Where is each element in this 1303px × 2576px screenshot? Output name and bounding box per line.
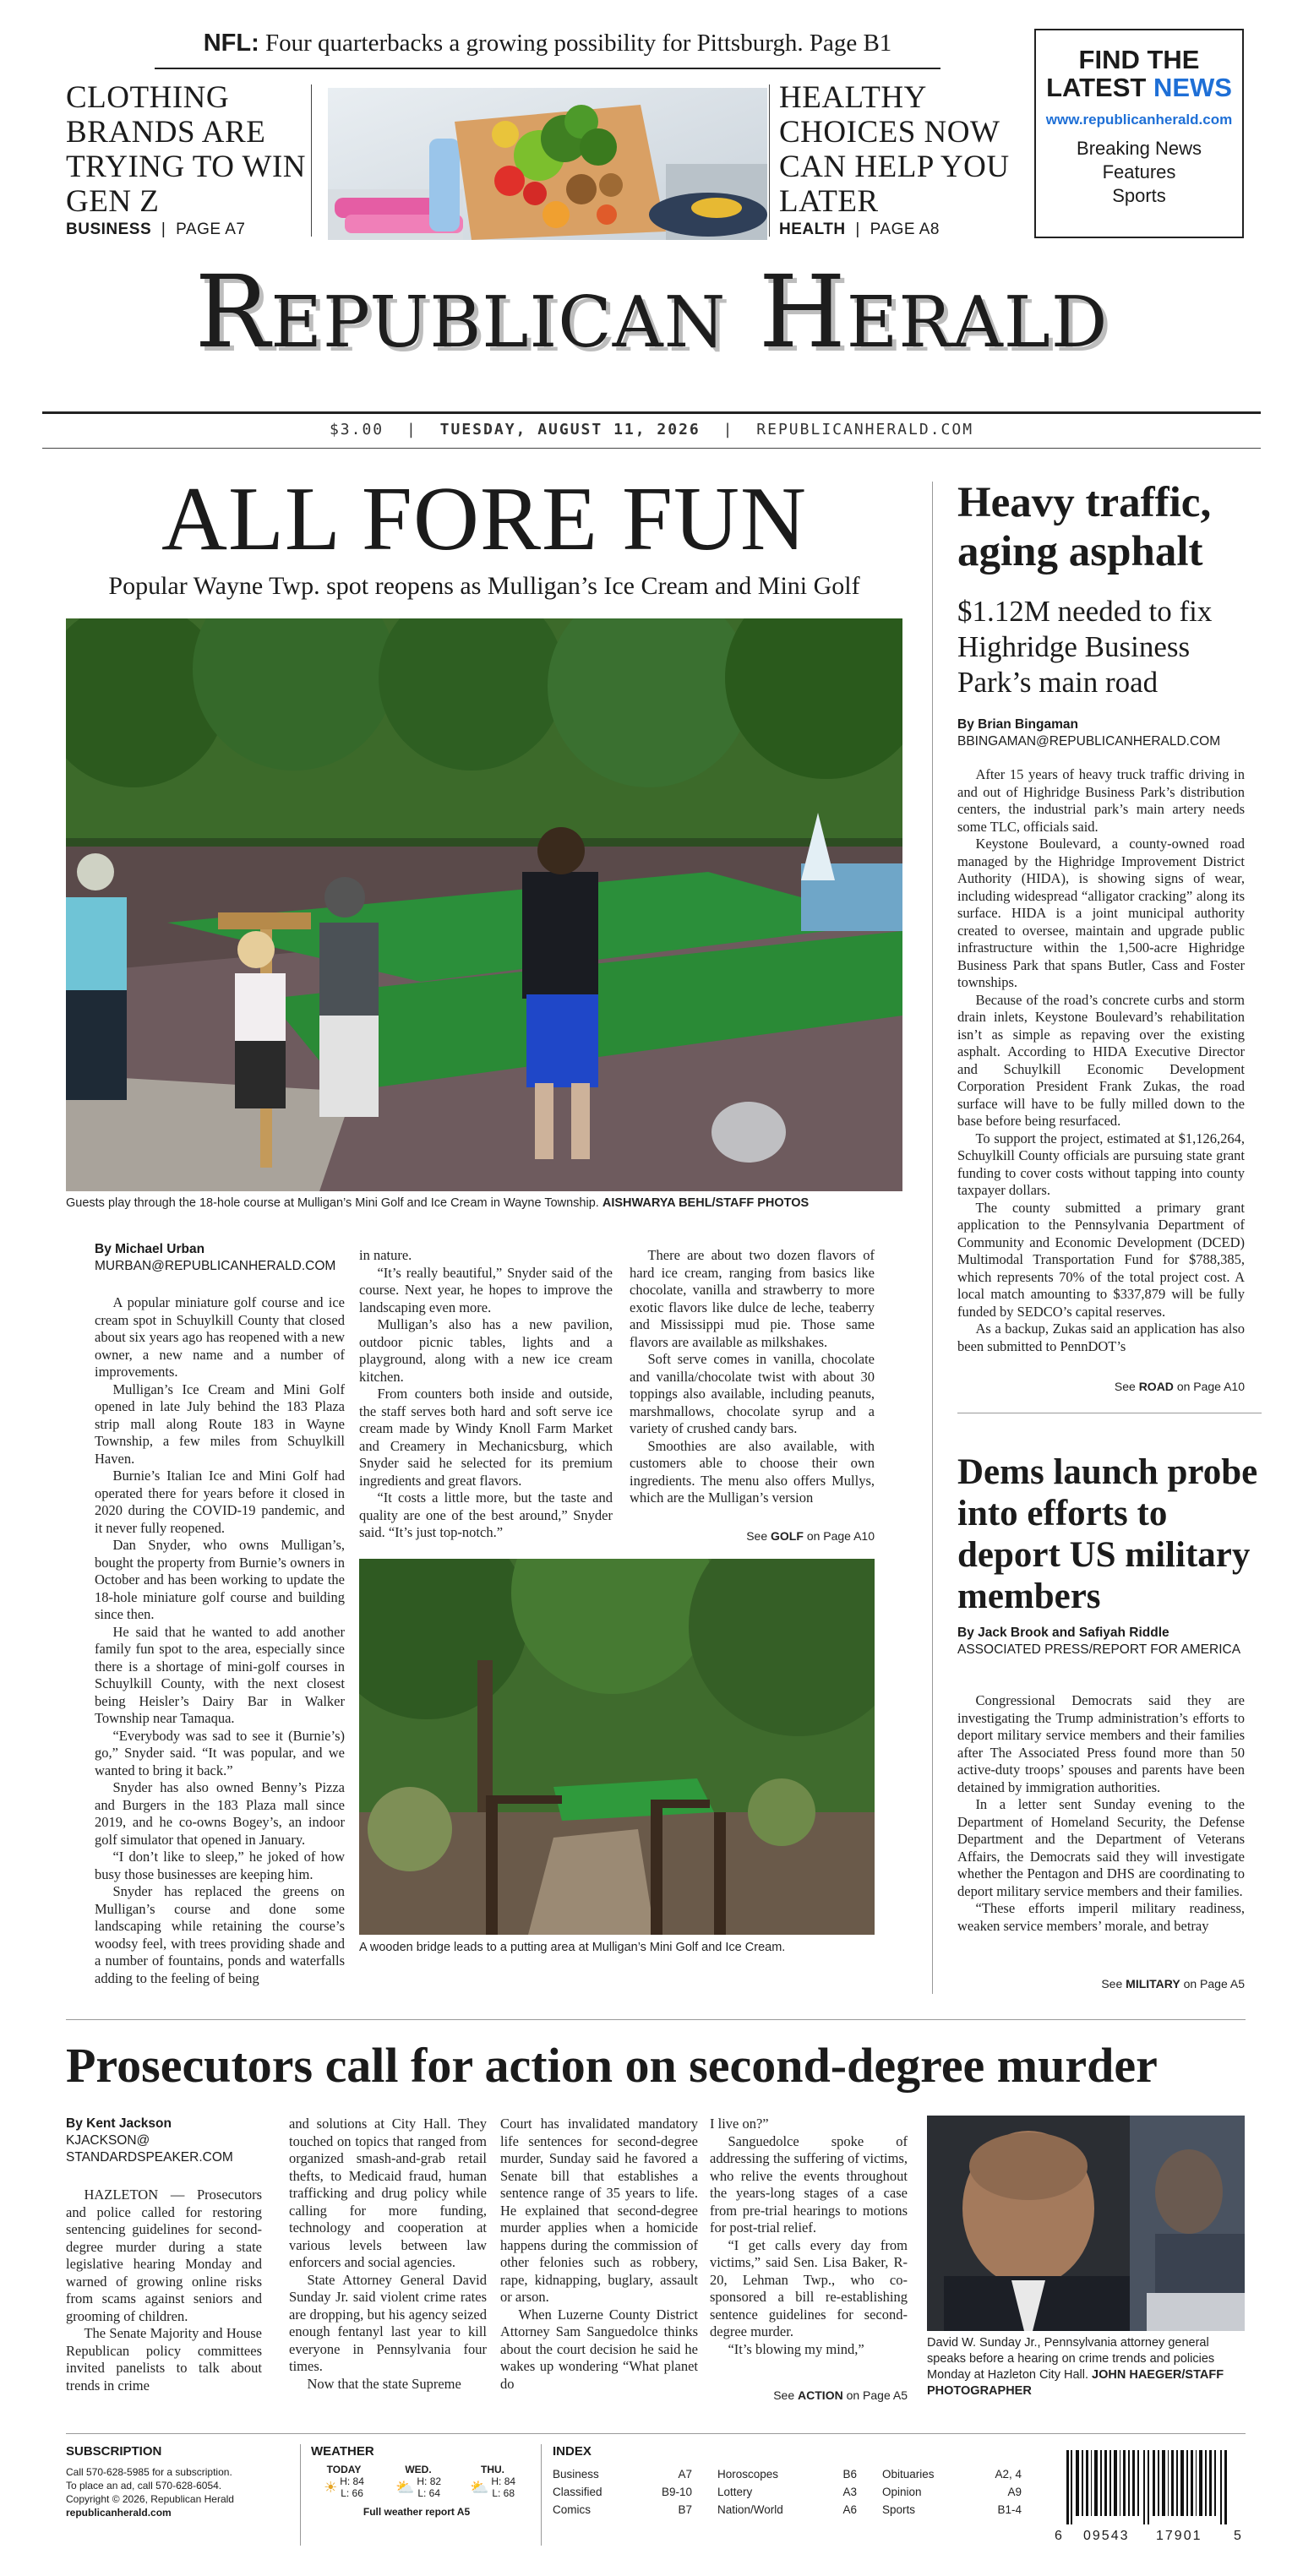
prosecutors-column-3 (500, 2116, 698, 2393)
weather-low: L: 64 (417, 2487, 441, 2499)
prosecutors-column-1 (66, 2187, 262, 2394)
index-entry-page: A2, 4 (995, 2468, 1022, 2481)
prosecutors-paragraph: HAZLETON — Prosecutors and police called for restoring sentencing guidelines for second-degree murder during a state legislative hearing Monday and warned of growing online risks from scams against seniors and grooming of children. (66, 2187, 262, 2324)
left-tease[interactable] (66, 80, 311, 239)
barcode-bars (1055, 2450, 1246, 2524)
prosecutors-paragraph: Sanguedolce spoke of addressing the suffering of victims, who relive the events throughout the years-long stages of a case from pre-trial hearings to motions for post-trial relief. (710, 2132, 908, 2236)
prosecutors-headline[interactable]: Prosecutors call for action on second-degree murder (66, 2038, 1158, 2093)
lead-paragraph: Soft serve comes in vanilla, chocolate and vanilla/chocolate twist with about 30 toppings also available, including peanuts, marshmallows, chocolate syrup and a variety of crushed candy bars. (630, 1351, 875, 1436)
weather-days (311, 2464, 539, 2499)
index-entry[interactable] (882, 2465, 1022, 2483)
attorney-general-photo (927, 2116, 1245, 2331)
traffic-paragraph: After 15 years of heavy truck traffic driving in and out of Highridge Business Park’s distribution centers, the industrial park’s main artery needs some TLC, officials said. (957, 766, 1245, 835)
masthead-nameplate: Republican Herald (194, 253, 1109, 370)
jump-pre: See (746, 1529, 768, 1543)
rail-divider (932, 482, 933, 1994)
lead-paragraph: “It costs a little more, but the taste and quality are one of the best around,” Snyder said. “It’s just top-notch.” (359, 1490, 613, 1540)
weather-day-label: WED. (405, 2464, 432, 2475)
lead-headline[interactable]: ALL FORE FUN (161, 469, 808, 569)
lead-photo-caption-text: Guests play through the 18-hole course at Mulligan’s Mini Golf and Ice Cream in Wayne Township. (66, 1196, 599, 1210)
prosecutors-paragraph: The Senate Majority and House Republican policy committees invited panelists to talk about trends in crime (66, 2325, 262, 2394)
lead-photo[interactable] (66, 618, 902, 1191)
index-entry-name: Horoscopes (717, 2468, 779, 2481)
tease-rule (155, 68, 940, 69)
index-entry-page: B7 (678, 2503, 692, 2516)
weather-low: L: 66 (341, 2487, 363, 2499)
lead-paragraph: From counters both inside and outside, the staff serves both hard and soft serve ice cream made by Windy Knoll Farm Market and Creamery in Mechanicsburg, which Snyder said he selected for its premium ingredients and great flavors. (359, 1386, 613, 1489)
road-jump[interactable] (957, 1380, 1245, 1393)
sports-tease-text: Four quarterbacks a growing possibility for Pittsburgh. Page B1 (264, 30, 892, 57)
price: $3.00 (329, 421, 384, 438)
jump-post: on Page A5 (1183, 1977, 1245, 1991)
lead-paragraph: Dan Snyder, who owns Mulligan’s, bought the property from Burnie’s owners in October and has been working to update the 18-hole miniature golf course and building since then. (95, 1537, 345, 1622)
weather-high: H: 82 (417, 2475, 442, 2487)
golf-jump[interactable] (630, 1529, 875, 1543)
lead-paragraph: Mulligan’s also has a new pavilion, outdoor picnic tables, lights and a playground, along with a new ice cream kitchen. (359, 1316, 613, 1385)
latest-news-url[interactable]: www.republicanherald.com (1045, 112, 1233, 128)
barcode (1055, 2450, 1246, 2545)
lead-paragraph: in nature. (359, 1247, 412, 1263)
barcode-digit-right: 5 (1234, 2529, 1241, 2543)
weather-title: WEATHER (311, 2444, 374, 2459)
prosecutors-column-2 (289, 2116, 487, 2393)
index-entry[interactable] (717, 2501, 857, 2519)
lead-paragraph: A popular miniature golf course and ice cream spot in Schuylkill County that closed about six years ago has reopened with a new owner, a new name and a number of improvements. (95, 1294, 345, 1380)
lead-paragraph: Smoothies are also available, with customers able to choose their own ingredients. The menu also offers Mullys, which are the Mulligan’s version (630, 1437, 875, 1506)
barcode-digits (1055, 2529, 1246, 2547)
traffic-paragraph: As a backup, Zukas said an application has also been submitted to PennDOT’s (957, 1321, 1245, 1354)
index-entry-name: Comics (553, 2503, 592, 2516)
prosecutors-paragraph: “It’s blowing my mind,” (728, 2340, 864, 2357)
left-tease-section: BUSINESS (66, 221, 152, 238)
weather-box[interactable] (311, 2444, 539, 2518)
index-entry-page: B6 (842, 2468, 857, 2481)
prosecutors-byline-email1[interactable]: KJACKSON@ (66, 2133, 150, 2148)
index-entry[interactable] (553, 2501, 692, 2519)
prosecutors-paragraph: and solutions at City Hall. They touched on topics that ranged from organized smash-and-grab retail thefts, to Medicaid fraud, human trafficking and drug policy while calling for more funding, technology and cooperation at various levels between law enforcers and social agencies. (289, 2116, 487, 2270)
lead-photo-caption (66, 1195, 902, 1212)
dems-paragraph: “These efforts imperil military readiness, weaken service members’ morale, and betray (957, 1900, 1245, 1934)
prosecutors-byline-name: By Kent Jackson (66, 2116, 172, 2131)
index-entry-page: A6 (842, 2503, 857, 2516)
weather-high: H: 84 (340, 2475, 364, 2487)
lead-subhead: Popular Wayne Twp. spot reopens as Mulligan’s Ice Cream and Mini Golf (108, 572, 860, 600)
traffic-paragraph: Keystone Boulevard, a county-owned road managed by the Highridge Improvement District Authority (HIDA), is showing signs of wear, including widespread “alligator cracking” along its surface. HIDA is a joint municipal authority created to oversee, maintain and upgrade public infrastructure within the 1,500-acre Highridge Business Park that spans Butler, Cass and Foster townships. (957, 836, 1245, 990)
tease-divider: | (161, 221, 166, 238)
lead-column-1 (95, 1294, 345, 1987)
lead-paragraph: There are about two dozen flavors of hard ice cream, ranging from basics like chocolate, vanilla and strawberry to more exotic flavors like dulce de leche, teaberry and Mississippi mud pie. Those same flavors are available as milkshakes. (630, 1247, 875, 1350)
index-entry[interactable] (882, 2483, 1022, 2501)
section-rule (66, 2019, 1246, 2020)
dems-byline (957, 1625, 1245, 1658)
latest-news-line1: FIND THE (1078, 45, 1200, 74)
dems-column (957, 1692, 1245, 1935)
mini-golf-photo (66, 618, 902, 1191)
left-tease-headline: CLOTHING BRANDS ARE TRYING TO WIN GEN Z (66, 80, 306, 219)
site-url[interactable]: REPUBLICANHERALD.COM (756, 421, 974, 438)
lead-byline (95, 1241, 340, 1275)
index-entry[interactable] (717, 2465, 857, 2483)
lead-column-2 (359, 1247, 613, 1542)
wooden-bridge-photo (359, 1559, 875, 1935)
latest-news-list (1036, 137, 1242, 208)
prosecutors-photo-caption (927, 2335, 1245, 2399)
traffic-byline (957, 716, 1262, 750)
left-tease-page: PAGE A7 (176, 221, 246, 238)
right-tease[interactable] (779, 80, 1033, 239)
lead-byline-email[interactable]: MURBAN@REPUBLICANHERALD.COM (95, 1259, 336, 1273)
partly-cloudy-icon: ⛅ (469, 2479, 489, 2496)
index-entry[interactable] (882, 2501, 1022, 2519)
footer-rule (66, 2433, 1246, 2434)
subscription-line: Copyright © 2026, Republican Herald (66, 2493, 234, 2505)
index-entry-page: A9 (1007, 2486, 1022, 2498)
dems-paragraph: Congressional Democrats said they are investigating the Trump administration’s efforts to deport military service members and their families after The Associated Press found more than 50 active-duty troops’ spouses and parents have been detained by immigration authorities. (957, 1692, 1245, 1795)
partly-cloudy-icon: ⛅ (395, 2479, 415, 2496)
lead-column-3 (630, 1247, 875, 1507)
subscription-title: SUBSCRIPTION (66, 2444, 162, 2459)
tease-divider-right (769, 84, 770, 237)
index-entry-page: B9-10 (661, 2486, 692, 2498)
index-entry[interactable] (553, 2465, 692, 2483)
subscription-box (66, 2444, 294, 2519)
latest-news-line2a: LATEST (1046, 73, 1147, 102)
action-jump[interactable] (710, 2388, 908, 2402)
barcode-digits-mid1: 09543 (1083, 2529, 1130, 2543)
index-entry[interactable] (717, 2483, 857, 2501)
latest-news-line2b: NEWS (1153, 73, 1232, 102)
tease-divider: | (855, 221, 860, 238)
right-tease-headline: HEALTHY CHOICES NOW CAN HELP YOU LATER (779, 80, 1010, 219)
jump-key: GOLF (771, 1529, 804, 1543)
index-column (717, 2465, 857, 2519)
prosecutors-photo-caption-text: David W. Sunday Jr., Pennsylvania attorney general speaks before a hearing on crime trends and policies Monday at Hazleton City Hall. (927, 2336, 1215, 2382)
bridge-photo[interactable] (359, 1559, 875, 1935)
traffic-byline-name: By Brian Bingaman (957, 717, 1078, 732)
index-entry-name: Lottery (717, 2486, 753, 2498)
sports-tease[interactable] (155, 22, 940, 66)
traffic-headline[interactable]: Heavy traffic, aging asphalt (957, 479, 1212, 575)
index-entry-name: Opinion (882, 2486, 922, 2498)
jump-key: ROAD (1138, 1380, 1174, 1393)
barcode-digit-left: 6 (1055, 2529, 1062, 2543)
weather-high: H: 84 (491, 2475, 516, 2487)
weather-day (460, 2464, 526, 2499)
lead-paragraph: “It’s really beautiful,” Snyder said of the course. Next year, he hopes to improve the landscaping even more. (359, 1264, 613, 1315)
latest-news-item[interactable]: Breaking News (1077, 138, 1202, 159)
traffic-paragraph: Because of the road’s concrete curbs and storm drain inlets, Keystone Boulevard’s rehabilitation isn’t as simple as repaving over the existing asphalt. According to HIDA Executive Director and Schuylkill Economic Development Corporation President Frank Zukas, the road surface will have to be fully milled down to the base before being resurfaced. (957, 991, 1245, 1129)
subscription-line: To place an ad, call 570-628-6054. (66, 2480, 222, 2492)
barcode-digits-mid2: 17901 (1156, 2529, 1202, 2543)
jump-key: ACTION (798, 2388, 843, 2402)
index-column (553, 2465, 692, 2519)
right-tease-page: PAGE A8 (870, 221, 940, 238)
prosecutors-photo[interactable] (927, 2116, 1245, 2331)
prosecutors-paragraph: Now that the state Supreme (307, 2375, 461, 2392)
latest-news-item[interactable]: Features (1102, 161, 1176, 182)
jump-post: on Page A10 (1176, 1380, 1245, 1393)
weather-low: L: 68 (492, 2487, 515, 2499)
issue-date: TUESDAY, AUGUST 11, 2026 (439, 421, 701, 438)
index-title: INDEX (553, 2444, 592, 2459)
dems-headline[interactable]: Dems launch probe into efforts to deport US military members (957, 1452, 1258, 1616)
traffic-byline-email[interactable]: BBINGAMAN@REPUBLICANHERALD.COM (957, 734, 1221, 749)
latest-news-box[interactable] (1034, 29, 1244, 238)
masthead-rule-bottom (42, 448, 1261, 449)
weather-day-label: THU. (481, 2464, 504, 2475)
traffic-column (957, 766, 1245, 1355)
index-entry-name: Business (553, 2468, 599, 2481)
lead-paragraph: Mulligan’s Ice Cream and Mini Golf opened in late July behind the 183 Plaza strip mall along Route 183 in Wayne Township, a few miles from Schuylkill Haven. (95, 1381, 345, 1467)
tease-divider-left (311, 84, 312, 237)
lead-paragraph: “I don’t like to sleep,” he joked of how busy those businesses are keeping him. (95, 1849, 345, 1882)
lead-paragraph: He said that he wanted to add another family fun spot to the area, especially since there is a shortage of mini-golf courses in Schuylkill County, with the next closest being Heisler’s Dairy Bar in Walker Township near Tamaqua. (95, 1623, 345, 1726)
healthy-food-illustration (328, 88, 767, 240)
masthead-rule-top (42, 411, 1261, 414)
healthy-food-image[interactable] (328, 88, 767, 240)
subscription-site[interactable]: republicanherald.com (66, 2507, 172, 2519)
jump-pre: See (1101, 1977, 1123, 1991)
traffic-paragraph: The county submitted a primary grant application to the Pennsylvania Department of Community and Economic Development (DCED) Multimodal Transportation Fund for $788,385, which represents 70% of the total project cost. A local match amounting to $337,879 will be fully funded by SEDCO’s capital reserves. (957, 1199, 1245, 1320)
index-box (553, 2444, 1060, 2519)
prosecutors-paragraph: Court has invalidated mandatory life sentences for second-degree murder, Sunday said he favored a Senate bill that establishes a sentence range of 35 years to life. He explained that second-degree murder applies when a homicide happens during the commission of other felonies such as robbery, rape, kidnapping, buglary, assault or arson. (500, 2116, 698, 2305)
latest-news-item[interactable]: Sports (1112, 185, 1166, 206)
jump-post: on Page A5 (846, 2388, 908, 2402)
lead-byline-name: By Michael Urban (95, 1242, 205, 1256)
prosecutors-paragraph: “I get calls every day from victims,” said Sen. Lisa Baker, R-20, Lehman Twp., who co-sponsored a bill re-establishing sentence guidelines for second-degree murder. (710, 2236, 908, 2339)
index-column (882, 2465, 1022, 2519)
lead-paragraph: Snyder has replaced the greens on Mulligan’s course and done some landscaping while retaining the course’s woodsy feel, with trees providing shade and a number of fountains, ponds and waterfalls adding to the feeling of being (95, 1883, 345, 1986)
prosecutors-byline (66, 2116, 252, 2166)
lead-paragraph: “Everybody was sad to see it (Burnie’s) go,” Snyder said. “It was popular, and we wanted to bring it back.” (95, 1727, 345, 1778)
index-entry-name: Nation/World (717, 2503, 783, 2516)
traffic-subhead: $1.12M needed to fix Highridge Business Park’s main road (957, 595, 1213, 699)
military-jump[interactable] (957, 1977, 1245, 1991)
prosecutors-paragraph: When Luzerne County District Attorney Sam Sanguedolce thinks about the court decision he said he wakes up wondering “What planet do (500, 2306, 698, 2392)
jump-pre: See (1114, 1380, 1136, 1393)
weather-day (311, 2464, 377, 2499)
index-entry-name: Obituaries (882, 2468, 935, 2481)
right-tease-section: HEALTH (779, 221, 846, 238)
lead-paragraph: Snyder has also owned Benny’s Pizza and Burgers in the 183 Plaza mall since 2019, and he co-owns Bogey’s, an indoor golf simulator that opened in January. (95, 1779, 345, 1848)
index-entry-name: Sports (882, 2503, 916, 2516)
prosecutors-photo-credit: JOHN HAEGER/STAFF PHOTOGRAPHER (927, 2368, 1224, 2398)
dems-paragraph: In a letter sent Sunday evening to the Department of Homeland Security, the Defense Department and the Department of Veterans Affairs, the Democrats said they will investigate whether the Pentagon and DHS are coordinating to deport military service members and their families. (957, 1796, 1245, 1899)
index-entry-name: Classified (553, 2486, 602, 2498)
bridge-photo-caption: A wooden bridge leads to a putting area at Mulligan’s Mini Golf and Ice Cream. (359, 1941, 786, 1954)
dems-byline-name: By Jack Brook and Safiyah Riddle (957, 1626, 1169, 1640)
lead-paragraph: Burnie’s Italian Ice and Mini Golf had operated there for years before it closed in 2020 during the COVID-19 pandemic, and it never fully reopened. (95, 1468, 345, 1536)
index-entry[interactable] (553, 2483, 692, 2501)
jump-post: on Page A10 (806, 1529, 875, 1543)
prosecutors-column-4 (710, 2116, 908, 2358)
prosecutors-paragraph: I live on?” (710, 2116, 769, 2132)
prosecutors-paragraph: State Attorney General David Sunday Jr. said violent crime rates are dropping, but his agency seized enough fentanyl last year to kill everyone in Pennsylvania four times. (289, 2271, 487, 2374)
sports-tease-tag: NFL: (203, 30, 259, 57)
index-entry-page: A3 (842, 2486, 857, 2498)
prosecutors-byline-email2[interactable]: STANDARDSPEAKER.COM (66, 2150, 233, 2165)
footer-divider (541, 2444, 542, 2546)
lead-photo-credit: AISHWARYA BEHL/STAFF PHOTOS (602, 1196, 810, 1210)
index-entry-page: B1-4 (997, 2503, 1022, 2516)
footer-divider (300, 2444, 301, 2546)
dateline: $3.00 | TUESDAY, AUGUST 11, 2026 | REPUBLICANHERALD.COM (329, 421, 974, 438)
jump-pre: See (773, 2388, 795, 2402)
jump-key: MILITARY (1126, 1977, 1180, 1991)
weather-note[interactable]: Full weather report A5 (363, 2506, 471, 2518)
sun-cloud-icon: ☀ (324, 2479, 338, 2496)
dems-byline-affil: ASSOCIATED PRESS/REPORT FOR AMERICA (957, 1642, 1241, 1657)
weather-day (385, 2464, 451, 2499)
traffic-paragraph: To support the project, estimated at $1,126,264, Schuylkill County officials are pursuing state grant funding to cover costs without tapping into county taxpayer dollars. (957, 1130, 1245, 1198)
index-entry-page: A7 (678, 2468, 692, 2481)
weather-day-label: TODAY (326, 2464, 362, 2475)
subscription-line: Call 570-628-5985 for a subscription. (66, 2466, 232, 2478)
